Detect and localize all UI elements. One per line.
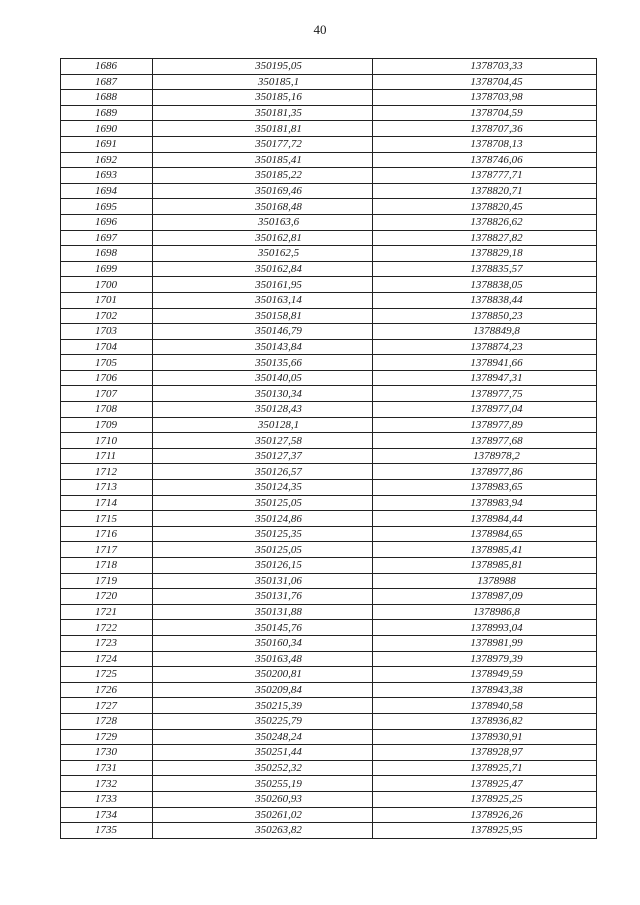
table-row: [61, 713, 597, 729]
y-coordinate-cell: 1378940,58: [373, 698, 597, 714]
point-number-cell: 1709: [61, 417, 153, 433]
point-number-cell: 1730: [61, 745, 153, 761]
x-coordinate-cell: 350124,86: [153, 511, 373, 527]
point-number-cell: 1696: [61, 214, 153, 230]
x-coordinate-cell: 350163,14: [153, 292, 373, 308]
x-coordinate-cell: 350125,05: [153, 542, 373, 558]
point-number-cell: 1716: [61, 526, 153, 542]
y-coordinate-cell: 1378838,44: [373, 292, 597, 308]
point-number-cell: 1705: [61, 355, 153, 371]
point-number-cell: 1717: [61, 542, 153, 558]
page-number: 40: [313, 22, 327, 37]
table-row: [61, 651, 597, 667]
y-coordinate-cell: 1378936,82: [373, 713, 597, 729]
coordinates-table: [60, 58, 597, 839]
y-coordinate-cell: 1378838,05: [373, 277, 597, 293]
x-coordinate-cell: 350251,44: [153, 745, 373, 761]
point-number-cell: 1704: [61, 339, 153, 355]
point-number-cell: 1710: [61, 433, 153, 449]
point-number-cell: 1706: [61, 370, 153, 386]
table-row: [61, 511, 597, 527]
x-coordinate-cell: 350128,1: [153, 417, 373, 433]
table-row: [61, 682, 597, 698]
x-coordinate-cell: 350126,15: [153, 558, 373, 574]
point-number-cell: 1727: [61, 698, 153, 714]
point-number-cell: 1695: [61, 199, 153, 215]
table-row: [61, 729, 597, 745]
x-coordinate-cell: 350177,72: [153, 136, 373, 152]
x-coordinate-cell: 350261,02: [153, 807, 373, 823]
point-number-cell: 1733: [61, 791, 153, 807]
y-coordinate-cell: 1378947,31: [373, 370, 597, 386]
table-row: [61, 448, 597, 464]
y-coordinate-cell: 1378985,81: [373, 558, 597, 574]
y-coordinate-cell: 1378977,75: [373, 386, 597, 402]
y-coordinate-cell: 1378925,25: [373, 791, 597, 807]
y-coordinate-cell: 1378984,65: [373, 526, 597, 542]
x-coordinate-cell: 350160,34: [153, 635, 373, 651]
table-row: [61, 791, 597, 807]
point-number-cell: 1712: [61, 464, 153, 480]
table-row: [61, 386, 597, 402]
x-coordinate-cell: 350146,79: [153, 324, 373, 340]
point-number-cell: 1719: [61, 573, 153, 589]
x-coordinate-cell: 350140,05: [153, 370, 373, 386]
point-number-cell: 1725: [61, 667, 153, 683]
point-number-cell: 1694: [61, 183, 153, 199]
y-coordinate-cell: 1378820,45: [373, 199, 597, 215]
table-row: [61, 324, 597, 340]
table-row: [61, 558, 597, 574]
y-coordinate-cell: 1378988: [373, 573, 597, 589]
y-coordinate-cell: 1378987,09: [373, 589, 597, 605]
table-row: [61, 277, 597, 293]
x-coordinate-cell: 350162,84: [153, 261, 373, 277]
table-row: [61, 573, 597, 589]
table-row: [61, 199, 597, 215]
y-coordinate-cell: 1378949,59: [373, 667, 597, 683]
x-coordinate-cell: 350143,84: [153, 339, 373, 355]
point-number-cell: 1718: [61, 558, 153, 574]
table-row: [61, 495, 597, 511]
point-number-cell: 1720: [61, 589, 153, 605]
table-row: [61, 589, 597, 605]
table-row: [61, 121, 597, 137]
coordinates-table-body: [61, 59, 597, 839]
x-coordinate-cell: 350128,43: [153, 402, 373, 418]
point-number-cell: 1723: [61, 635, 153, 651]
x-coordinate-cell: 350209,84: [153, 682, 373, 698]
y-coordinate-cell: 1378977,04: [373, 402, 597, 418]
x-coordinate-cell: 350200,81: [153, 667, 373, 683]
y-coordinate-cell: 1378978,2: [373, 448, 597, 464]
x-coordinate-cell: 350130,34: [153, 386, 373, 402]
y-coordinate-cell: 1378835,57: [373, 261, 597, 277]
x-coordinate-cell: 350125,05: [153, 495, 373, 511]
x-coordinate-cell: 350248,24: [153, 729, 373, 745]
y-coordinate-cell: 1378707,36: [373, 121, 597, 137]
point-number-cell: 1724: [61, 651, 153, 667]
table-row: [61, 59, 597, 75]
table-row: [61, 745, 597, 761]
table-row: [61, 230, 597, 246]
x-coordinate-cell: 350124,35: [153, 480, 373, 496]
x-coordinate-cell: 350181,35: [153, 105, 373, 121]
table-row: [61, 604, 597, 620]
point-number-cell: 1703: [61, 324, 153, 340]
table-row: [61, 308, 597, 324]
y-coordinate-cell: 1378925,47: [373, 776, 597, 792]
table-row: [61, 183, 597, 199]
x-coordinate-cell: 350185,16: [153, 90, 373, 106]
table-row: [61, 542, 597, 558]
x-coordinate-cell: 350252,32: [153, 760, 373, 776]
x-coordinate-cell: 350163,6: [153, 214, 373, 230]
point-number-cell: 1722: [61, 620, 153, 636]
y-coordinate-cell: 1378704,59: [373, 105, 597, 121]
y-coordinate-cell: 1378983,65: [373, 480, 597, 496]
point-number-cell: 1693: [61, 168, 153, 184]
table-row: [61, 402, 597, 418]
point-number-cell: 1731: [61, 760, 153, 776]
point-number-cell: 1708: [61, 402, 153, 418]
y-coordinate-cell: 1378746,06: [373, 152, 597, 168]
y-coordinate-cell: 1378930,91: [373, 729, 597, 745]
x-coordinate-cell: 350195,05: [153, 59, 373, 75]
table-row: [61, 90, 597, 106]
table-row: [61, 807, 597, 823]
x-coordinate-cell: 350181,81: [153, 121, 373, 137]
table-row: [61, 635, 597, 651]
table-row: [61, 261, 597, 277]
y-coordinate-cell: 1378703,98: [373, 90, 597, 106]
y-coordinate-cell: 1378941,66: [373, 355, 597, 371]
y-coordinate-cell: 1378928,97: [373, 745, 597, 761]
table-row: [61, 246, 597, 262]
x-coordinate-cell: 350185,41: [153, 152, 373, 168]
x-coordinate-cell: 350162,81: [153, 230, 373, 246]
y-coordinate-cell: 1378926,26: [373, 807, 597, 823]
x-coordinate-cell: 350185,1: [153, 74, 373, 90]
table-row: [61, 168, 597, 184]
point-number-cell: 1689: [61, 105, 153, 121]
y-coordinate-cell: 1378829,18: [373, 246, 597, 262]
y-coordinate-cell: 1378977,68: [373, 433, 597, 449]
point-number-cell: 1732: [61, 776, 153, 792]
y-coordinate-cell: 1378820,71: [373, 183, 597, 199]
x-coordinate-cell: 350126,57: [153, 464, 373, 480]
y-coordinate-cell: 1378977,89: [373, 417, 597, 433]
point-number-cell: 1690: [61, 121, 153, 137]
point-number-cell: 1687: [61, 74, 153, 90]
x-coordinate-cell: 350185,22: [153, 168, 373, 184]
y-coordinate-cell: 1378925,95: [373, 823, 597, 839]
point-number-cell: 1726: [61, 682, 153, 698]
table-row: [61, 526, 597, 542]
table-row: [61, 620, 597, 636]
table-row: [61, 480, 597, 496]
y-coordinate-cell: 1378925,71: [373, 760, 597, 776]
table-row: [61, 776, 597, 792]
y-coordinate-cell: 1378986,8: [373, 604, 597, 620]
table-row: [61, 152, 597, 168]
point-number-cell: 1728: [61, 713, 153, 729]
y-coordinate-cell: 1378993,04: [373, 620, 597, 636]
point-number-cell: 1686: [61, 59, 153, 75]
y-coordinate-cell: 1378983,94: [373, 495, 597, 511]
point-number-cell: 1701: [61, 292, 153, 308]
table-row: [61, 355, 597, 371]
y-coordinate-cell: 1378981,99: [373, 635, 597, 651]
x-coordinate-cell: 350131,88: [153, 604, 373, 620]
y-coordinate-cell: 1378850,23: [373, 308, 597, 324]
y-coordinate-cell: 1378849,8: [373, 324, 597, 340]
x-coordinate-cell: 350263,82: [153, 823, 373, 839]
table-row: [61, 464, 597, 480]
y-coordinate-cell: 1378874,23: [373, 339, 597, 355]
point-number-cell: 1700: [61, 277, 153, 293]
table-row: [61, 214, 597, 230]
y-coordinate-cell: 1378703,33: [373, 59, 597, 75]
y-coordinate-cell: 1378826,62: [373, 214, 597, 230]
point-number-cell: 1707: [61, 386, 153, 402]
point-number-cell: 1697: [61, 230, 153, 246]
y-coordinate-cell: 1378827,82: [373, 230, 597, 246]
x-coordinate-cell: 350131,06: [153, 573, 373, 589]
point-number-cell: 1735: [61, 823, 153, 839]
x-coordinate-cell: 350131,76: [153, 589, 373, 605]
x-coordinate-cell: 350161,95: [153, 277, 373, 293]
x-coordinate-cell: 350145,76: [153, 620, 373, 636]
table-row: [61, 370, 597, 386]
y-coordinate-cell: 1378985,41: [373, 542, 597, 558]
x-coordinate-cell: 350215,39: [153, 698, 373, 714]
x-coordinate-cell: 350162,5: [153, 246, 373, 262]
x-coordinate-cell: 350168,48: [153, 199, 373, 215]
point-number-cell: 1721: [61, 604, 153, 620]
point-number-cell: 1691: [61, 136, 153, 152]
table-row: [61, 292, 597, 308]
x-coordinate-cell: 350135,66: [153, 355, 373, 371]
table-row: [61, 74, 597, 90]
table-row: [61, 698, 597, 714]
x-coordinate-cell: 350127,37: [153, 448, 373, 464]
point-number-cell: 1713: [61, 480, 153, 496]
y-coordinate-cell: 1378984,44: [373, 511, 597, 527]
x-coordinate-cell: 350125,35: [153, 526, 373, 542]
point-number-cell: 1729: [61, 729, 153, 745]
x-coordinate-cell: 350225,79: [153, 713, 373, 729]
table-row: [61, 823, 597, 839]
x-coordinate-cell: 350158,81: [153, 308, 373, 324]
point-number-cell: 1715: [61, 511, 153, 527]
y-coordinate-cell: 1378704,45: [373, 74, 597, 90]
point-number-cell: 1699: [61, 261, 153, 277]
table-row: [61, 105, 597, 121]
point-number-cell: 1714: [61, 495, 153, 511]
y-coordinate-cell: 1378708,13: [373, 136, 597, 152]
table-row: [61, 667, 597, 683]
point-number-cell: 1688: [61, 90, 153, 106]
y-coordinate-cell: 1378943,38: [373, 682, 597, 698]
point-number-cell: 1711: [61, 448, 153, 464]
table-row: [61, 760, 597, 776]
x-coordinate-cell: 350127,58: [153, 433, 373, 449]
y-coordinate-cell: 1378977,86: [373, 464, 597, 480]
table-row: [61, 417, 597, 433]
point-number-cell: 1692: [61, 152, 153, 168]
x-coordinate-cell: 350255,19: [153, 776, 373, 792]
y-coordinate-cell: 1378979,39: [373, 651, 597, 667]
y-coordinate-cell: 1378777,71: [373, 168, 597, 184]
x-coordinate-cell: 350169,46: [153, 183, 373, 199]
point-number-cell: 1734: [61, 807, 153, 823]
point-number-cell: 1698: [61, 246, 153, 262]
table-row: [61, 339, 597, 355]
table-row: [61, 433, 597, 449]
table-row: [61, 136, 597, 152]
point-number-cell: 1702: [61, 308, 153, 324]
x-coordinate-cell: 350260,93: [153, 791, 373, 807]
x-coordinate-cell: 350163,48: [153, 651, 373, 667]
